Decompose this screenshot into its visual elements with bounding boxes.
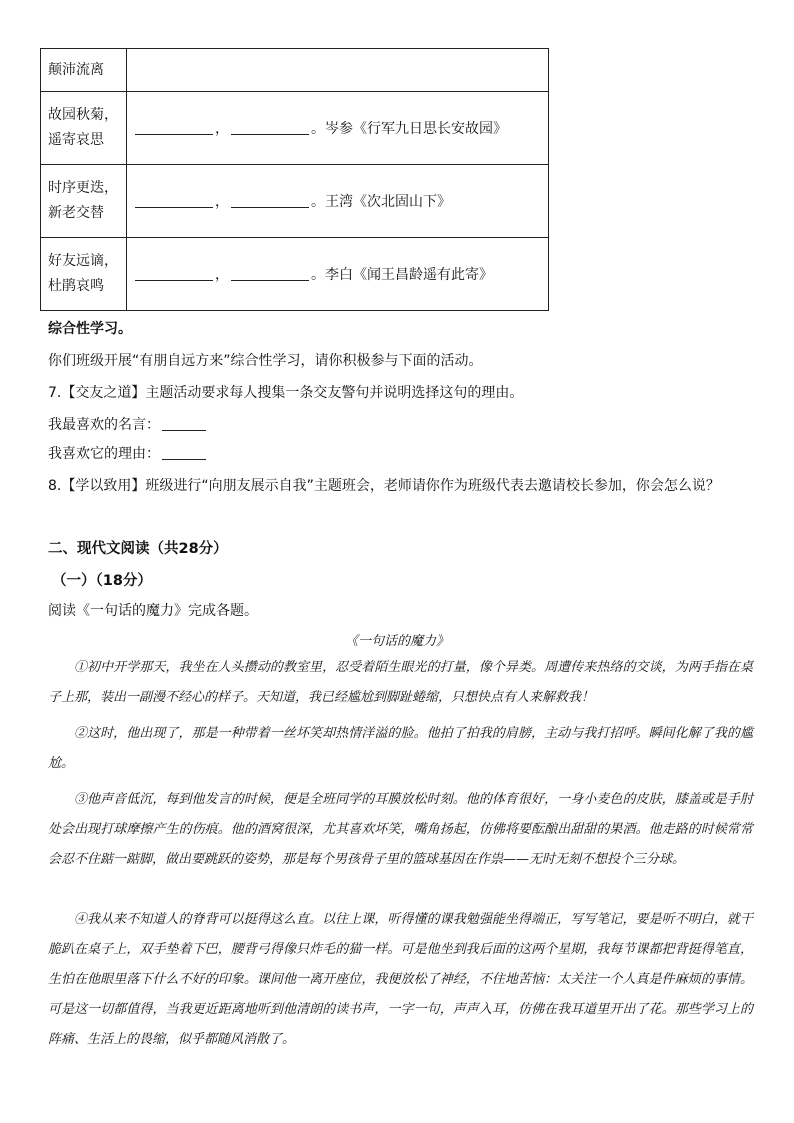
answer-blank[interactable] <box>231 193 309 208</box>
essay-paragraph: ②这时，他出现了，那是一种带着一丝坏笑却热情洋溢的脸。他拍了拍我的肩膀，主动与我打招呼。瞬间化解了我的尴尬。 <box>48 726 753 771</box>
subsection-heading: （一）（18分） <box>52 573 152 589</box>
question-7: 7.【交友之道】主题活动要求每人搜集一条交友警句并说明选择这句的理由。 <box>48 385 524 401</box>
table-row <box>41 238 549 311</box>
poem-source: 。王湾《次北固山下》 <box>311 194 451 210</box>
row-content <box>127 92 549 165</box>
label-line: 杜鹃哀鸣 <box>48 278 104 294</box>
row-label <box>41 165 127 238</box>
answer-blank[interactable] <box>135 120 213 135</box>
section-intro: 你们班级开展“有朋自远方来”综合性学习，请你积极参与下面的活动。 <box>48 353 483 369</box>
section-heading-reading: 二、现代文阅读（共28分） <box>48 541 228 557</box>
separator: ， <box>215 194 229 210</box>
essay-paragraph: ①初中开学那天，我坐在人头攒动的教室里，忍受着陌生眼光的打量，像个异类。周遭传来热络的交谈，为两手指在桌子上那，装出一副漫不经心的样子。天知道，我已经尴尬到脚趾蜷缩，只想快点有人来解救我！ <box>48 660 753 705</box>
section-heading-zonghe: 综合性学习。 <box>48 321 132 337</box>
label-line: 遥寄哀思 <box>48 132 104 148</box>
essay-paragraph: ③他声音低沉，每到他发言的时候，便是全班同学的耳膜放松时刻。他的体育很好，一身小麦色的皮肤，膝盖或是手肘处会出现打球摩擦产生的伤痕。他的酒窝很深，尤其喜欢坏笑，嘴角扬起，仿佛将要酝酿出甜甜的果酒。他走路的时候常常会忍不住踮一踮脚，做出要跳跃的姿势，那是每个男孩骨子里的篮球基因在作祟——无时无刻不想投个三分球。 <box>48 792 753 867</box>
table-row <box>41 165 549 238</box>
question-8: 8.【学以致用】班级进行“向朋友展示自我”主题班会，老师请你作为班级代表去邀请校长参加，你会怎么说？ <box>48 478 720 494</box>
answer-blank[interactable] <box>162 416 206 431</box>
table-row <box>41 92 549 165</box>
row-content <box>127 238 549 311</box>
separator: ， <box>215 121 229 137</box>
label-line: 颠沛流离 <box>48 61 104 78</box>
label-line: 新老交替 <box>48 205 104 221</box>
poetry-table <box>40 48 549 311</box>
answer-blank[interactable] <box>231 266 309 281</box>
row-content <box>127 165 549 238</box>
q7-prompt: 我最喜欢的名言： <box>48 417 160 433</box>
answer-blank[interactable] <box>162 445 206 460</box>
reading-instruction: 阅读《一句话的魔力》完成各题。 <box>48 603 258 619</box>
label-line: 时序更迭， <box>48 180 118 196</box>
row-label <box>41 49 127 92</box>
q7-prompt: 我喜欢它的理由： <box>48 446 160 462</box>
q7-answer-reason <box>48 443 206 463</box>
label-line: 好友远谪， <box>48 253 118 269</box>
row-label <box>41 92 127 165</box>
answer-blank[interactable] <box>231 120 309 135</box>
poem-source: 。李白《闻王昌龄遥有此寄》 <box>311 267 493 283</box>
answer-blank[interactable] <box>135 193 213 208</box>
essay-paragraph: ④我从来不知道人的脊背可以挺得这么直。以往上课，听得懂的课我勉强能坐得端正，写写笔记，要是听不明白，就干脆趴在桌子上，双手垫着下巴，腰背弓得像只炸毛的猫一样。可是他坐到我后面的这两个星期，我每节课都把背挺得笔直，生怕在他眼里落下什么不好的印象。课间他一离开座位，我便放松了神经，不住地苦恼：太关注一个人真是件麻烦的事情。可是这一切都值得，当我更近距离地听到他清朗的读书声，一字一句，声声入耳，仿佛在我耳道里开出了花。那些学习上的阵痛、生活上的畏缩，似乎都随风消散了。 <box>48 912 753 1047</box>
essay-title: 《一句话的魔力》 <box>344 634 449 649</box>
row-content <box>127 49 549 92</box>
answer-blank[interactable] <box>135 266 213 281</box>
poem-source: 。岑参《行军九日思长安故园》 <box>311 121 507 137</box>
separator: ， <box>215 267 229 283</box>
table-row <box>41 49 549 92</box>
q7-answer-motto <box>48 414 206 434</box>
row-label <box>41 238 127 311</box>
label-line: 故园秋菊， <box>48 107 118 123</box>
